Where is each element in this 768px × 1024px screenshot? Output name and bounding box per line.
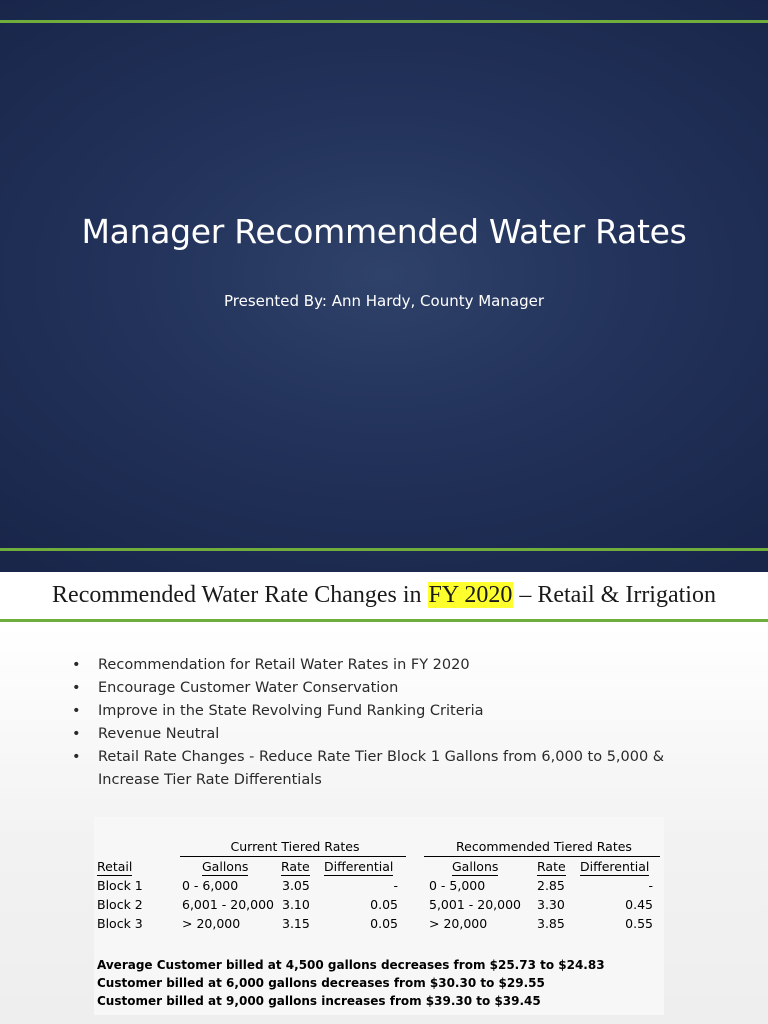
- billing-note: Customer billed at 6,000 gallons decreases from $30.30 to $29.55: [97, 976, 545, 990]
- cell-current-differential: -: [393, 878, 398, 893]
- header-recommended-gallons: Gallons: [452, 859, 499, 874]
- bullet-item: • Improve in the State Revolving Fund Ranking Criteria: [72, 700, 722, 723]
- header-recommended-rate: Rate: [537, 859, 566, 874]
- row-block-label: Block 1: [97, 878, 143, 893]
- rate-changes-slide: [0, 572, 768, 1024]
- bullet-item: • Revenue Neutral: [72, 723, 722, 746]
- cell-recommended-gallons: > 20,000: [429, 916, 488, 931]
- cell-current-gallons: 6,001 - 20,000: [182, 897, 274, 912]
- header-current-gallons: Gallons: [202, 859, 249, 874]
- billing-note: Average Customer billed at 4,500 gallons decreases from $25.73 to $24.83: [97, 958, 605, 972]
- header-recommended-differential: Differential: [580, 859, 650, 874]
- cell-recommended-differential: -: [648, 878, 653, 893]
- header-current-rate: Rate: [281, 859, 310, 874]
- cell-current-differential: 0.05: [370, 897, 398, 912]
- bullet-item: • Encourage Customer Water Conservation: [72, 677, 722, 700]
- cell-current-differential: 0.05: [370, 916, 398, 931]
- group-rule-current: [180, 856, 406, 857]
- group-header-current: Current Tiered Rates: [230, 839, 360, 854]
- header-retail: Retail: [97, 859, 133, 874]
- cell-recommended-gallons: 0 - 5,000: [429, 878, 486, 893]
- title-text-before: Recommended Water Rate Changes in: [52, 582, 428, 608]
- bullet-item: • Retail Rate Changes - Reduce Rate Tier Block 1 Gallons from 6,000 to 5,000 & Increase Tier Rate Differentials: [72, 746, 722, 792]
- cell-current-rate: 3.05: [282, 878, 310, 893]
- bullet-item: • Recommendation for Retail Water Rates in FY 2020: [72, 654, 722, 677]
- group-header-recommended: Recommended Tiered Rates: [456, 839, 632, 854]
- cell-current-rate: 3.15: [282, 916, 310, 931]
- cell-recommended-differential: 0.55: [625, 916, 653, 931]
- header-current-differential: Differential: [324, 859, 394, 874]
- title-text-after: – Retail & Irrigation: [513, 582, 716, 608]
- bullet-list: [72, 654, 722, 792]
- slide-title: Manager Recommended Water Rates: [81, 212, 687, 251]
- row-block-label: Block 2: [97, 897, 143, 912]
- slide-subtitle: Presented By: Ann Hardy, County Manager: [224, 292, 544, 310]
- row-block-label: Block 3: [97, 916, 143, 931]
- group-rule-recommended: [424, 856, 660, 857]
- cell-current-gallons: 0 - 6,000: [182, 878, 239, 893]
- title-underline-rule: [0, 619, 768, 622]
- cell-current-rate: 3.10: [282, 897, 310, 912]
- cell-recommended-rate: 2.85: [537, 878, 565, 893]
- slide2-title: [0, 582, 768, 609]
- title-highlight: FY 2020: [428, 582, 513, 608]
- bottom-accent-rule: [0, 548, 768, 551]
- cell-current-gallons: > 20,000: [182, 916, 241, 931]
- cell-recommended-differential: 0.45: [625, 897, 653, 912]
- top-accent-rule: [0, 20, 768, 23]
- cell-recommended-gallons: 5,001 - 20,000: [429, 897, 521, 912]
- cell-recommended-rate: 3.30: [537, 897, 565, 912]
- tiered-rates-table: [94, 817, 664, 1015]
- cell-recommended-rate: 3.85: [537, 916, 565, 931]
- billing-note: Customer billed at 9,000 gallons increases from $39.30 to $39.45: [97, 994, 541, 1008]
